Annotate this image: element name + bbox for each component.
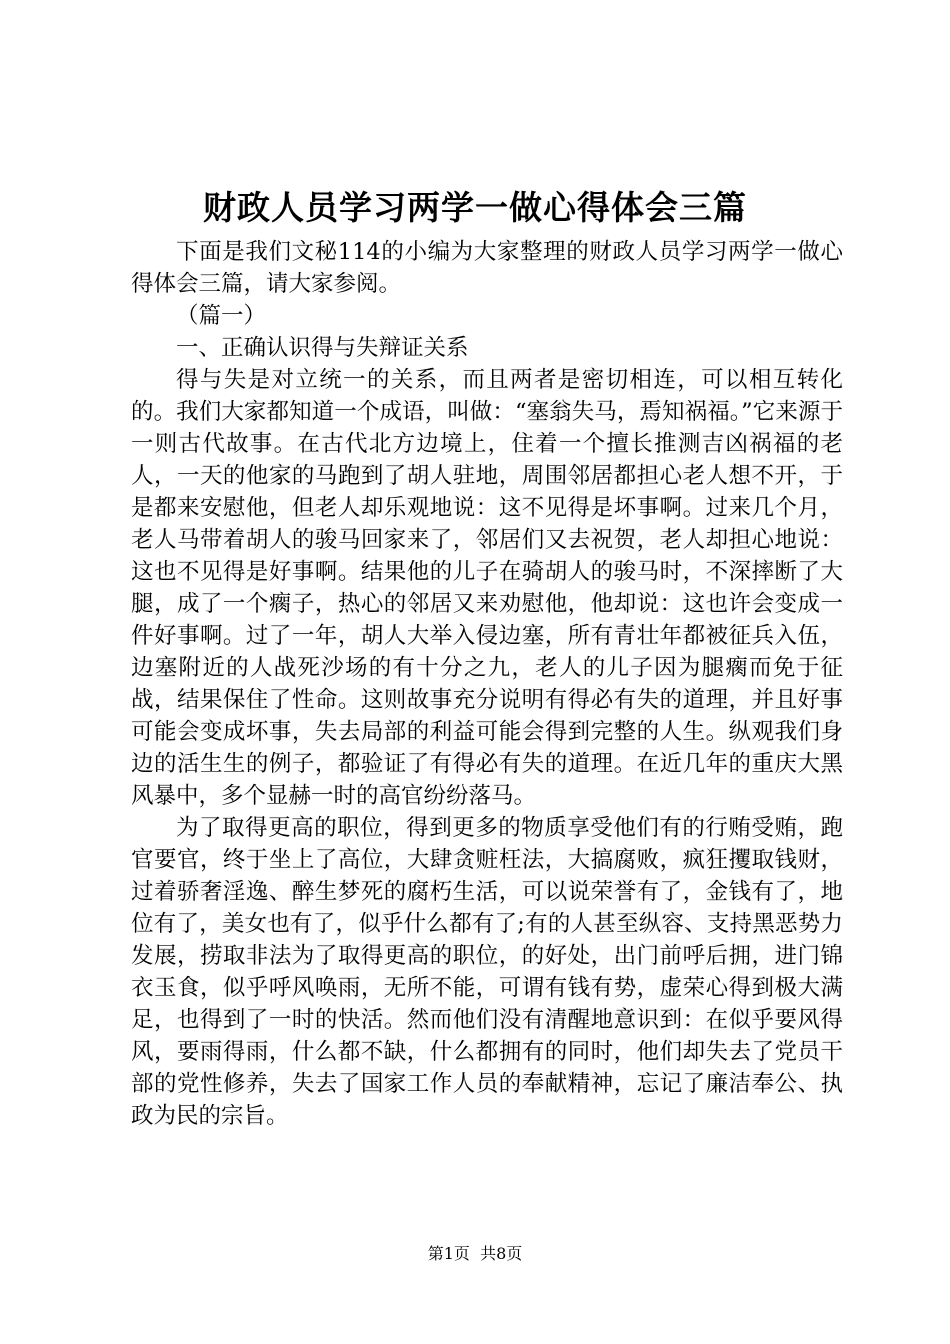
page-footer	[0, 1243, 950, 1265]
document-title: 财政人员学习两学一做心得体会三篇	[203, 188, 747, 227]
page-number: 第1页	[427, 1244, 470, 1263]
body-paragraph: 得与失是对立统一的关系，而且两者是密切相连，可以相互转化的。我们大家都知道一个成语，叫做：“塞翁失马，焉知祸福。”它来源于一则古代故事。在古代北方边境上，住着一个擅长推测吉凶祸福的老人，一天的他家的马跑到了胡人驻地，周围邻居都担心老人想不开，于是都来安慰他，但老人却乐观地说：这不见得是坏事啊。过来几个月，老人马带着胡人的骏马回家来了，邻居们又去祝贺，老人却担心地说：这也不见得是好事啊。结果他的儿子在骑胡人的骏马时，不深摔断了大腿，成了一个瘸子，热心的邻居又来劝慰他，他却说：这也许会变成一件好事啊。过了一年，胡人大举入侵边塞，所有青壮年都被征兵入伍，边塞附近的人战死沙场的有十分之九，老人的儿子因为腿瘸而免于征战，结果保住了性命。这则故事充分说明有得必有失的道理，并且好事可能会变成坏事，失去局部的利益可能会得到完整的人生。纵观我们身边的活生生的例子，都验证了有得必有失的道理。在近几年的重庆大黑风暴中，多个显赫一时的高官纷纷落马。	[131, 367, 843, 809]
document-body	[131, 236, 843, 1132]
body-paragraph: 为了取得更高的职位，得到更多的物质享受他们有的行贿受贿，跑官要官，终于坐上了高位，大肆贪赃枉法，大搞腐败，疯狂攫取钱财，过着骄奢淫逸、醉生梦死的腐朽生活，可以说荣誉有了，金钱有了，地位有了，美女也有了，似乎什么都有了;有的人甚至纵容、支持黑恶势力发展，捞取非法为了取得更高的职位，的好处，出门前呼后拥，进门锦衣玉食，似乎呼风唤雨，无所不能，可谓有钱有势，虚荣心得到极大满足，也得到了一时的快活。然而他们没有清醒地意识到：在似乎要风得风，要雨得雨，什么都不缺，什么都拥有的同时，他们却失去了党员干部的党性修养，失去了国家工作人员的奉献精神，忘记了廉洁奉公、执政为民的宗旨。	[131, 815, 843, 1129]
section-label: （篇一）	[176, 303, 267, 329]
intro-paragraph: 下面是我们文秘114的小编为大家整理的财政人员学习两学一做心得体会三篇，请大家参阅。	[131, 239, 843, 297]
section-heading: 一、正确认识得与失辩证关系	[176, 335, 469, 361]
page-total: 共8页	[480, 1244, 523, 1263]
